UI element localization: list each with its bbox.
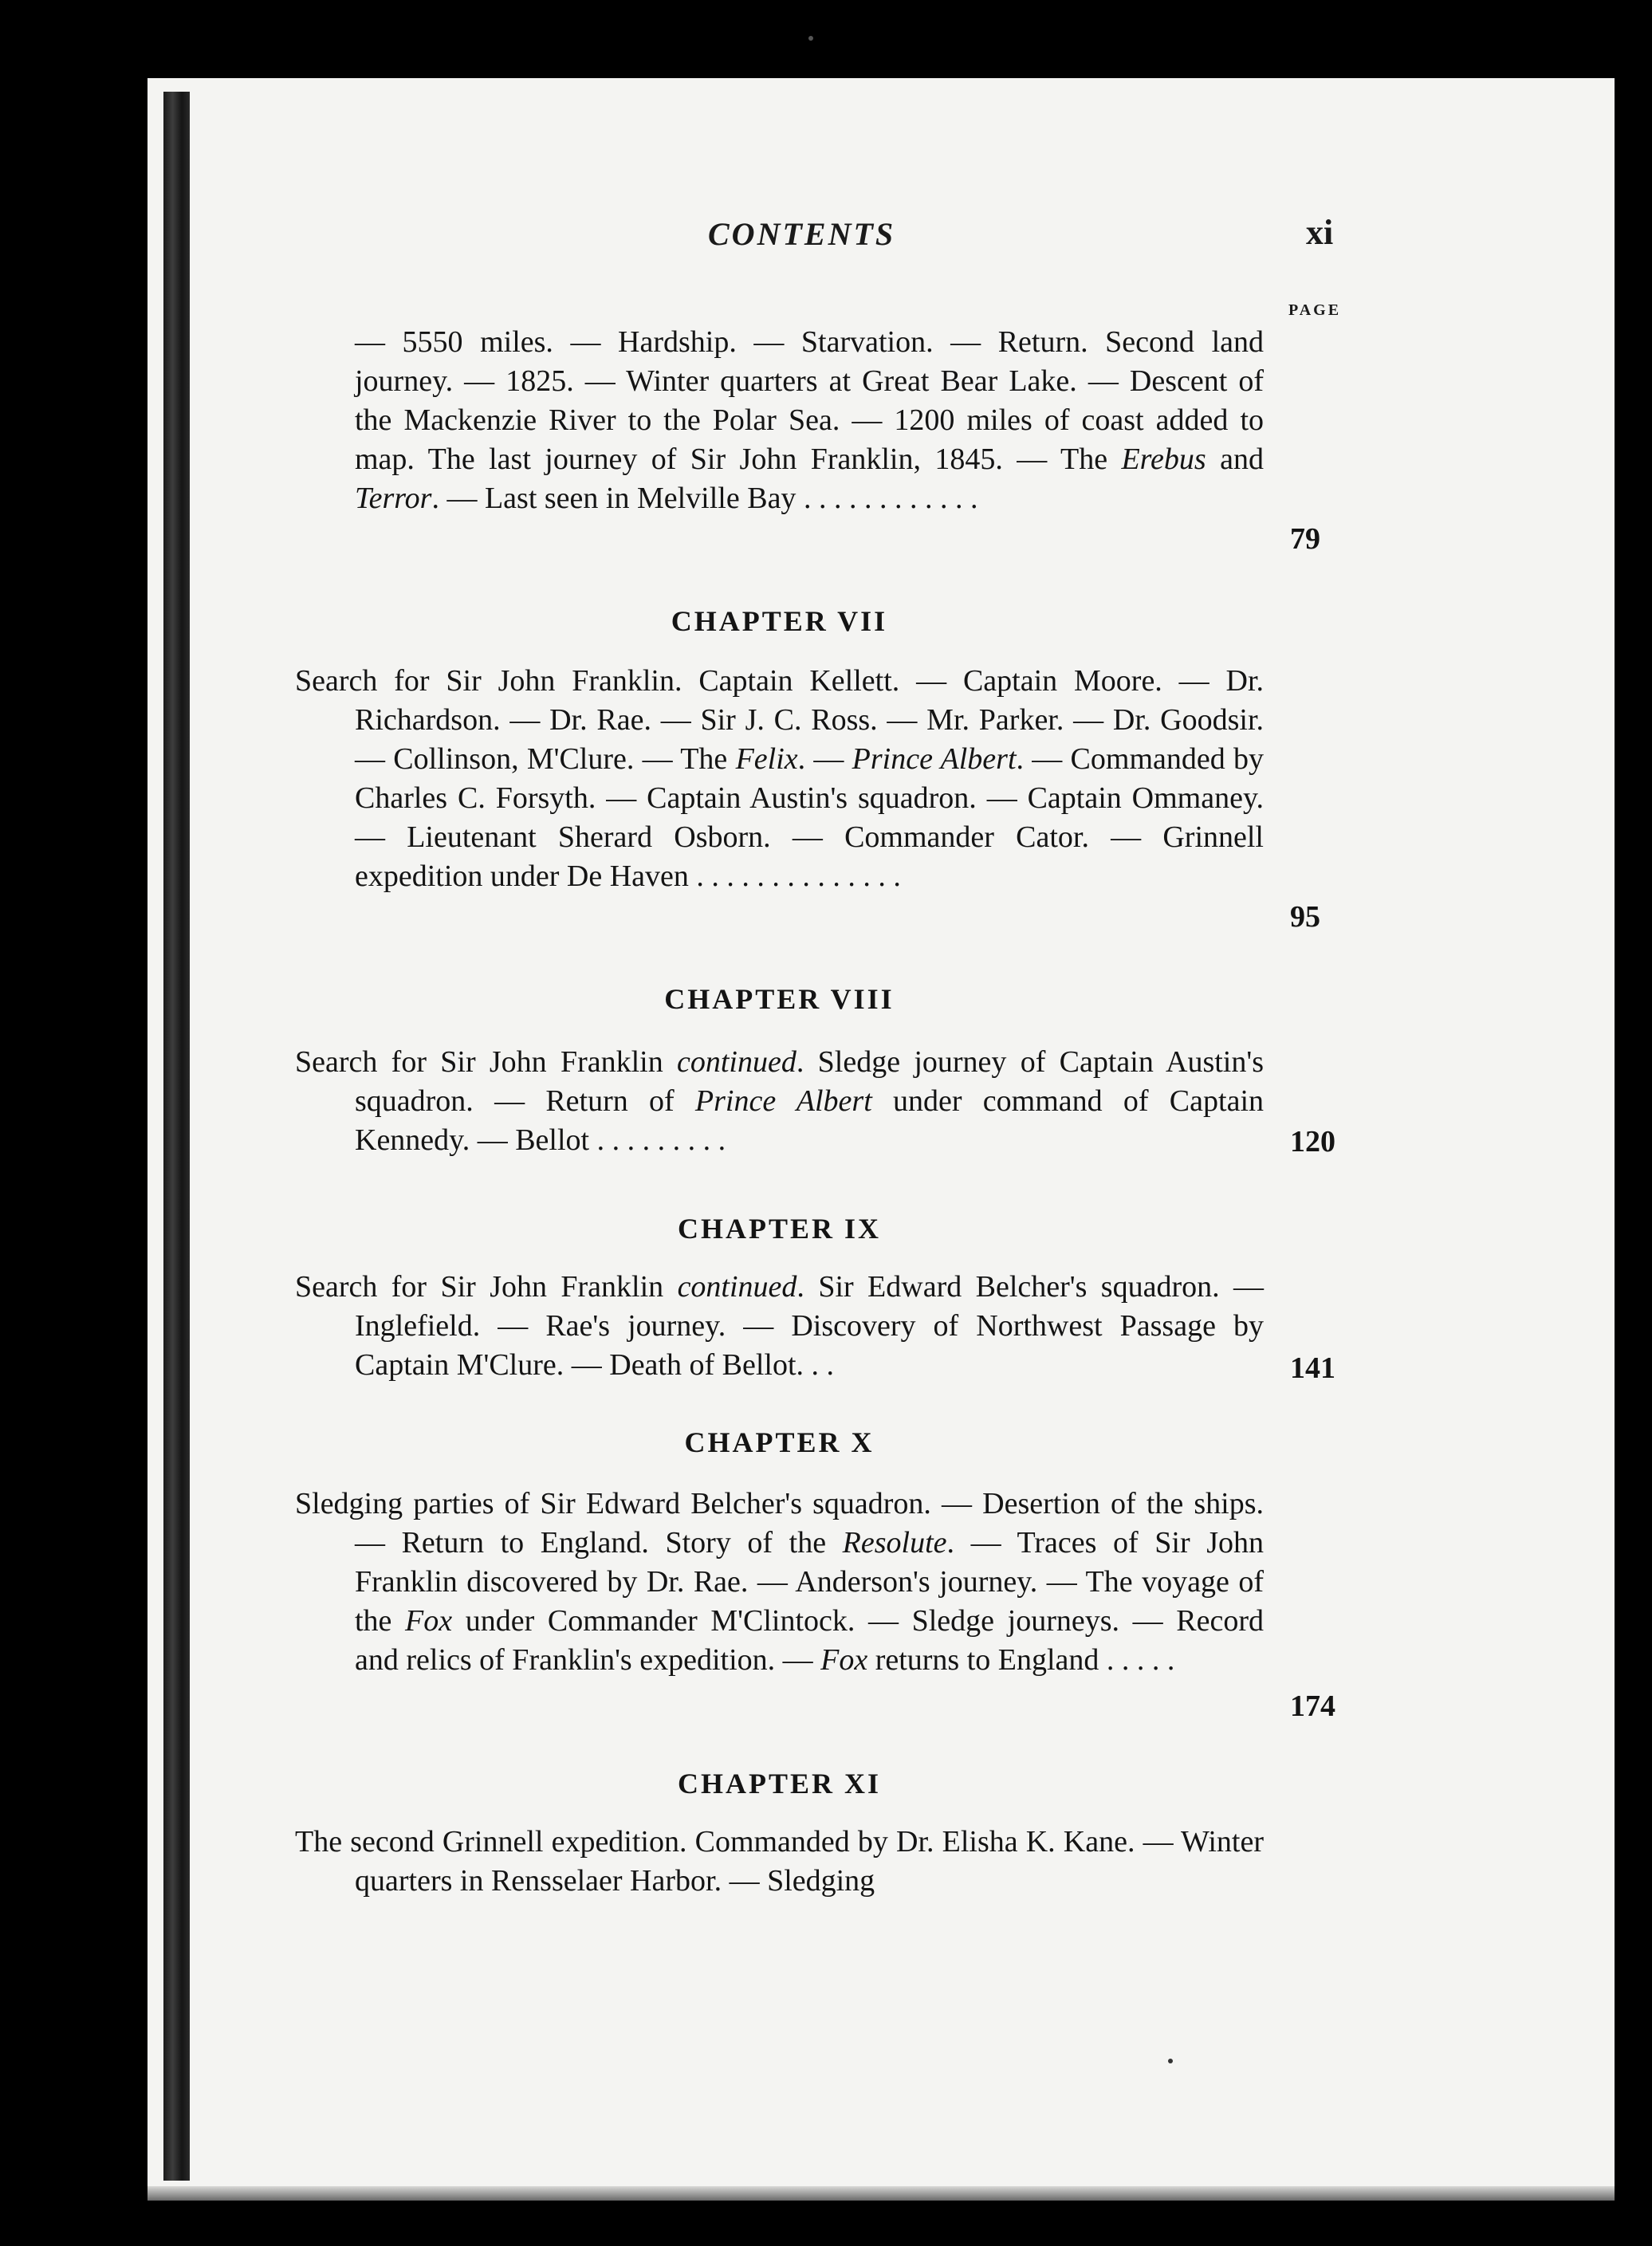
entry-ship-name: Fox [405, 1604, 453, 1638]
page-number: xi [1306, 213, 1334, 252]
toc-entry-chapter-vii [295, 662, 1264, 896]
entry-text: . Sir Edward Belcher's squadron. — Inglefield. — Rae's journey. — Discovery of Northwest Passage by Captain M'Clure. — Death of Bellot. [355, 1270, 1264, 1382]
entry-text: — 5550 miles. — Hardship. — Starvation. — Return. Second land journey. — 1825. — Winter quarters at Great Bear Lake. — Descent of the Mackenzie River to the Polar Sea. — 1200 miles of coast added to map. The last journey of Sir John Franklin, 1845. — The [355, 325, 1264, 476]
entry-text: and [1206, 443, 1264, 476]
entry-ship-name: Prince Albert [852, 742, 1017, 776]
entry-ship-name: Prince Albert [694, 1084, 872, 1118]
toc-entry-chapter-xi [295, 1823, 1264, 1901]
chapter-heading: CHAPTER VII [671, 605, 888, 637]
chapter-heading: CHAPTER VIII [664, 983, 895, 1015]
toc-page-number: 174 [1290, 1689, 1335, 1723]
page-binding-shadow [163, 92, 190, 2181]
toc-page-number: 79 [1290, 522, 1320, 556]
entry-text: . — Commanded by Charles C. Forsyth. — Captain Austin's squadron. — Captain Ommaney. — Lieutenant Sherard Osborn. — Commander Cator. — Grinnell expedition under De Haven [355, 742, 1265, 893]
toc-entry-chapter-vi-continued [295, 323, 1264, 518]
chapter-heading: CHAPTER IX [677, 1213, 882, 1245]
chapter-heading: CHAPTER XI [677, 1768, 882, 1800]
toc-page-number: 141 [1290, 1351, 1335, 1385]
entry-text: Search for Sir John Franklin. Captain Kellett. — Captain Moore. — Dr. Richardson. — Dr. Rae. — Sir J. C. Ross. — Mr. Parker. — Dr. Goodsir. — Collinson, M'Clure. — The [295, 664, 1264, 776]
toc-page-number: 95 [1290, 900, 1320, 934]
toc-entry-chapter-viii [295, 1043, 1264, 1160]
toc-entry-chapter-ix [295, 1268, 1264, 1385]
entry-ship-name: Felix [735, 742, 798, 776]
entry-text: . — Last seen in Melville Bay [431, 482, 796, 515]
dot-leader: . . . . . . . . . [596, 1123, 726, 1157]
entry-text: The second Grinnell expedition. Commanded by Dr. Elisha K. Kane. — Winter quarters in Rensselaer Harbor. — Sledging [295, 1825, 1264, 1898]
entry-text: Search for Sir John Franklin [295, 1270, 678, 1304]
entry-emphasis: continued [677, 1045, 796, 1079]
entry-text: under command of Captain Kennedy. — Bellot [355, 1084, 1265, 1157]
entry-ship-name: Terror [355, 482, 432, 515]
entry-ship-name: Erebus [1121, 443, 1206, 476]
entry-text: under Commander M'Clintock. — Sledge journeys. — Record and relics of Franklin's expedition. — [355, 1604, 1264, 1677]
dot-leader: . . . . . . . . . . . . . . [696, 859, 901, 893]
page-bottom-edge [148, 2186, 1615, 2201]
ink-speck [808, 36, 813, 41]
dot-leader: . . . . . . . . . . . . [803, 482, 978, 515]
entry-text: . — [797, 742, 852, 776]
ink-speck [1168, 2059, 1173, 2063]
entry-text: . Sledge journey of Captain Austin's squadron. — Return of [355, 1045, 1264, 1118]
entry-ship-name: Fox [820, 1643, 868, 1677]
running-title: CONTENTS [708, 216, 896, 252]
entry-ship-name: Resolute [842, 1526, 947, 1560]
toc-entry-chapter-x [295, 1485, 1264, 1680]
entry-text: . — Traces of Sir John Franklin discovered by Dr. Rae. — Anderson's journey. — The voyage of the [355, 1526, 1264, 1638]
entry-text: Sledging parties of Sir Edward Belcher's squadron. — Desertion of the ships. — Return to England. Story of the [295, 1487, 1264, 1560]
entry-text: Search for Sir John Franklin [295, 1045, 677, 1079]
dot-leader: . . . . . [1106, 1643, 1175, 1677]
toc-page-number: 120 [1290, 1125, 1335, 1158]
entry-text: returns to England [867, 1643, 1099, 1677]
entry-emphasis: continued [677, 1270, 797, 1304]
dot-leader: . . [811, 1348, 835, 1382]
chapter-heading: CHAPTER X [684, 1426, 875, 1458]
page-column-label: PAGE [1288, 301, 1342, 319]
